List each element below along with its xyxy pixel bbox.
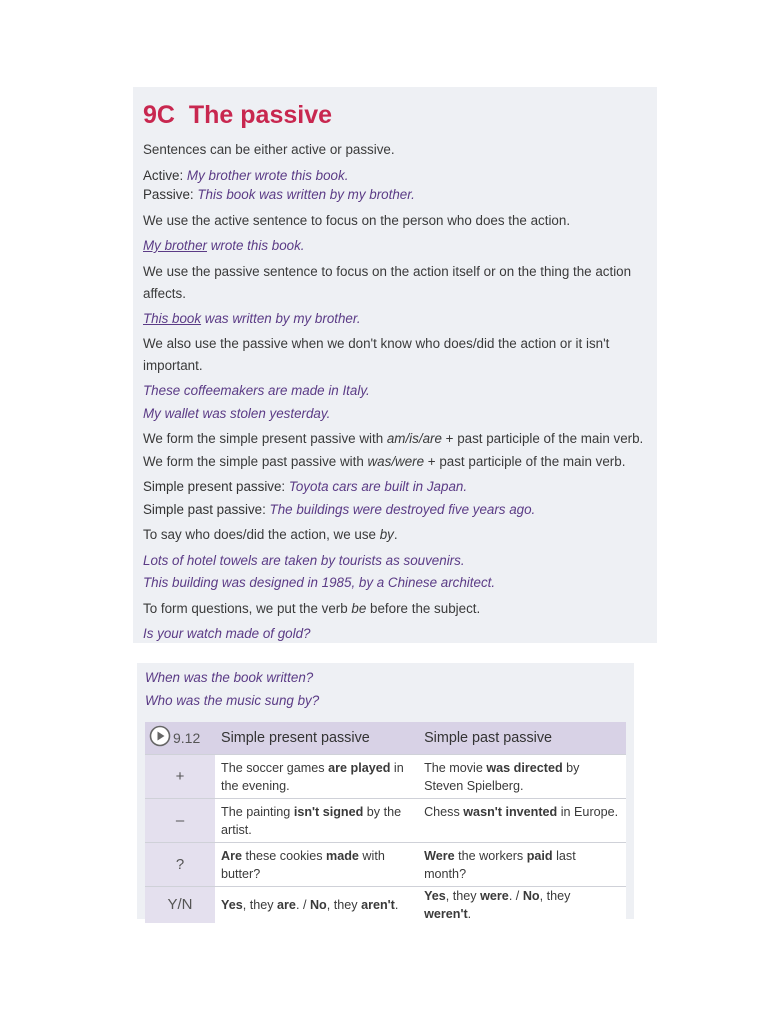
- simple-present-example: Simple present passive: Toyota cars are built in Japan.: [143, 479, 468, 494]
- table-header: [145, 722, 626, 755]
- table-row: [145, 799, 626, 843]
- form-present-text: We form the simple present passive with am/is/are + past participle of the main verb.: [143, 431, 644, 446]
- table-row: [145, 887, 626, 924]
- section-title: [143, 97, 647, 133]
- cell-present: The soccer games are played in the evening.: [215, 755, 418, 799]
- table-row: [145, 843, 626, 887]
- section-number: 9C: [143, 101, 175, 129]
- row-symbol-yes-no: Y/N: [145, 887, 215, 924]
- row-symbol-question: ?: [145, 843, 215, 887]
- cell-past: Chess wasn't invented in Europe.: [418, 799, 626, 843]
- row-symbol-negative: –: [145, 799, 215, 843]
- form-past-text: We form the simple past passive with was/were + past participle of the main verb.: [143, 453, 626, 469]
- example-active-underlined: My brother wrote this book.: [143, 238, 305, 253]
- active-line: Active: My brother wrote this book.: [143, 167, 349, 183]
- unknown-agent-text: We also use the passive when we don't know who does/did the action or it isn't important.: [143, 336, 610, 373]
- cell-past: The movie was directed by Steven Spielberg.: [418, 755, 626, 799]
- audio-cell: [145, 722, 215, 755]
- cell-present: Yes, they are. / No, they aren't.: [215, 887, 418, 924]
- cell-past: Were the workers paid last month?: [418, 843, 626, 887]
- table-row: [145, 755, 626, 799]
- intro-text: Sentences can be either active or passive.: [143, 142, 395, 157]
- passive-line: Passive: This book was written by my brother.: [143, 187, 415, 202]
- example-passive-underlined: This book was written by my brother.: [143, 310, 361, 326]
- example-building: This building was designed in 1985, by a Chinese architect.: [143, 575, 496, 590]
- cell-present: The painting isn't signed by the artist.: [215, 799, 418, 843]
- grammar-panel-top: [133, 87, 657, 643]
- section-title-text: The passive: [188, 101, 333, 129]
- example-music-sung: Who was the music sung by?: [145, 692, 320, 708]
- row-symbol-affirmative: +: [145, 755, 215, 799]
- cell-present: Are these cookies made with butter?: [215, 843, 418, 887]
- simple-past-example: Simple past passive: The buildings were destroyed five years ago.: [143, 501, 536, 517]
- by-agent-text: To say who does/did the action, we use by.: [143, 527, 398, 542]
- column-header-present: Simple present passive: [215, 722, 418, 755]
- passive-forms-table: [145, 722, 626, 923]
- example-book-written: When was the book written?: [145, 670, 314, 685]
- column-header-past: Simple past passive: [418, 722, 626, 755]
- cell-past: Yes, they were. / No, they weren't.: [418, 887, 626, 924]
- grammar-panel-bottom: [137, 663, 634, 919]
- example-watch: Is your watch made of gold?: [143, 626, 311, 641]
- play-audio-icon[interactable]: [149, 725, 171, 751]
- example-towels: Lots of hotel towels are taken by tourists as souvenirs.: [143, 552, 465, 568]
- audio-track-number: 9.12: [173, 730, 201, 746]
- example-wallet: My wallet was stolen yesterday.: [143, 405, 331, 421]
- focus-person-text: We use the active sentence to focus on the person who does the action.: [143, 212, 571, 228]
- questions-text: To form questions, we put the verb be before the subject.: [143, 600, 481, 616]
- example-coffeemakers: These coffeemakers are made in Italy.: [143, 383, 370, 398]
- focus-action-text: We use the passive sentence to focus on the action itself or on the thing the action affects.: [143, 263, 632, 301]
